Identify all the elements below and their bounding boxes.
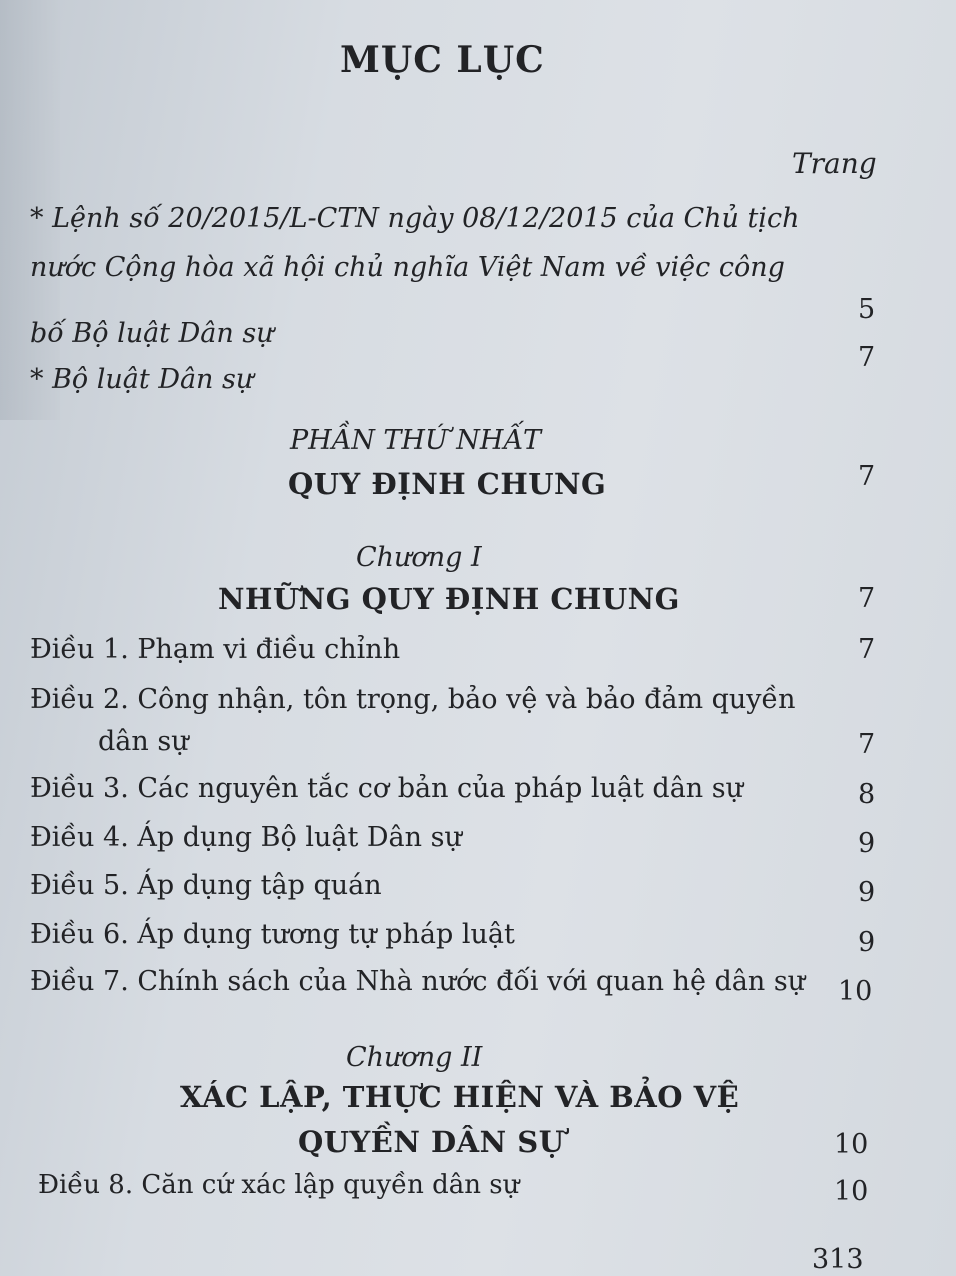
chapter2-label: Chương II — [346, 1042, 483, 1073]
bo-luat-entry: * Bộ luật Dân sự — [30, 364, 254, 395]
lenh-line-3: bố Bộ luật Dân sự — [30, 318, 274, 349]
toc-entry-dieu-5: Điều 5. Áp dụng tập quán — [30, 870, 382, 901]
part-label: PHẦN THỨ NHẤT — [290, 425, 541, 456]
chapter1-page: 7 — [858, 583, 876, 614]
toc-page-dieu-5: 9 — [858, 877, 876, 908]
lenh-page: 5 — [858, 294, 876, 325]
toc-page-dieu-3: 8 — [858, 779, 876, 810]
chapter2-page: 10 — [834, 1129, 869, 1160]
toc-page-dieu-1: 7 — [858, 634, 876, 665]
toc-entry-dieu-3: Điều 3. Các nguyên tắc cơ bản của pháp luật dân sự — [30, 773, 744, 804]
page-column-header: Trang — [792, 147, 877, 180]
toc-title: MỤC LỤC — [340, 39, 545, 81]
toc-entry-dieu-7: Điều 7. Chính sách của Nhà nước đối với quan hệ dân sự — [30, 966, 806, 997]
lenh-line-2: nước Cộng hòa xã hội chủ nghĩa Việt Nam về việc công — [30, 252, 785, 283]
toc-entry-dieu-2: Điều 2. Công nhận, tôn trọng, bảo vệ và bảo đảm quyền — [30, 684, 796, 715]
toc-entry-dieu-6: Điều 6. Áp dụng tương tự pháp luật — [30, 919, 515, 950]
toc-page-dieu-4: 9 — [858, 828, 876, 859]
page-number: 313 — [812, 1244, 864, 1275]
toc-page-dieu-7: 10 — [838, 976, 873, 1007]
toc-entry-dieu-2-cont: dân sự — [98, 726, 189, 757]
lenh-line-1: * Lệnh số 20/2015/L-CTN ngày 08/12/2015 của Chủ tịch — [30, 203, 800, 234]
toc-page-dieu-8: 10 — [834, 1176, 869, 1207]
chapter2-title-line-1: XÁC LẬP, THỰC HIỆN VÀ BẢO VỆ — [180, 1080, 740, 1114]
toc-entry-dieu-4: Điều 4. Áp dụng Bộ luật Dân sự — [30, 822, 462, 853]
chapter1-title: NHỮNG QUY ĐỊNH CHUNG — [218, 582, 680, 616]
part-page: 7 — [858, 461, 876, 492]
chapter1-label: Chương I — [356, 542, 482, 573]
toc-entry-dieu-8: Điều 8. Căn cứ xác lập quyền dân sự — [38, 1170, 520, 1200]
bo-luat-page: 7 — [858, 342, 876, 373]
part-title: QUY ĐỊNH CHUNG — [288, 467, 607, 501]
chapter2-title-line-2: QUYỀN DÂN SỰ — [298, 1125, 565, 1159]
toc-page-dieu-6: 9 — [858, 927, 876, 958]
toc-page-dieu-2: 7 — [858, 729, 876, 760]
toc-entry-dieu-1: Điều 1. Phạm vi điều chỉnh — [30, 634, 401, 665]
